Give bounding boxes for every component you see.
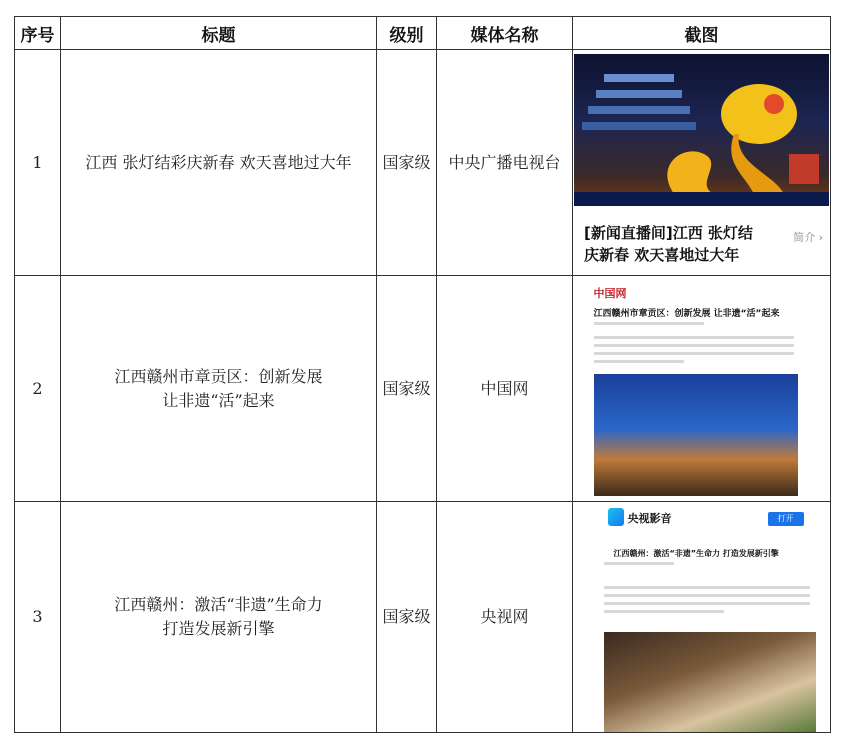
text-line (604, 610, 724, 613)
row-media: 央视网 (437, 502, 573, 733)
row-title (61, 276, 377, 502)
title-line: 让非遗“活”起来 (162, 390, 275, 410)
header-no: 序号 (15, 17, 61, 50)
app-icon (608, 508, 624, 526)
text-line (604, 602, 810, 605)
row-media: 中央广播电视台 (437, 50, 573, 276)
article-headline: 江西赣州：激活“非遗”生命力 打造发展新引擎 (613, 549, 779, 558)
row-title (61, 502, 377, 733)
title-line: 江西赣州市章贡区：创新发展 (114, 366, 323, 386)
header-title: 标题 (61, 17, 377, 50)
screenshot-china-net (582, 278, 822, 500)
open-button: 打开 (768, 512, 804, 526)
title-line: 打造发展新引擎 (162, 619, 275, 638)
screenshot-cctv-video (584, 504, 820, 730)
row-screenshot (573, 502, 831, 733)
row-media: 中国网 (437, 276, 573, 502)
row-number: 2 (15, 276, 61, 502)
table-row (15, 50, 831, 276)
text-line (594, 360, 684, 363)
text-line (594, 344, 794, 347)
lantern-festival-image (574, 54, 829, 206)
text-line (604, 586, 810, 589)
header-media: 媒体名称 (437, 17, 573, 50)
intro-link: 简介 › (793, 230, 823, 244)
news-ticker (574, 192, 829, 206)
row-level: 国家级 (377, 276, 437, 502)
article-headline: 江西赣州市章贡区：创新发展 让非遗“活”起来 (593, 308, 780, 319)
table-row (15, 276, 831, 502)
row-level: 国家级 (377, 502, 437, 733)
china-net-logo: 中国网 (593, 286, 627, 300)
meta-line (594, 322, 704, 325)
text-line (604, 594, 810, 597)
article-photo (604, 632, 816, 732)
screenshot-cctv-news (574, 54, 829, 274)
app-name: 央视影音 (627, 512, 672, 525)
text-line (594, 336, 794, 339)
article-photo (594, 374, 798, 496)
title-line: 江西赣州：激活“非遗”生命力 (114, 595, 323, 614)
header-screenshot: 截图 (573, 17, 831, 50)
row-number: 1 (15, 50, 61, 276)
table-row (15, 502, 831, 733)
row-screenshot (573, 276, 831, 502)
title-line: 江西 张灯结彩庆新春 欢天喜地过大年 (85, 152, 352, 172)
meta-line (604, 562, 674, 565)
row-title (61, 50, 377, 276)
header-level: 级别 (377, 17, 437, 50)
header-row (15, 17, 831, 50)
media-report-table (14, 16, 831, 733)
text-line (594, 352, 794, 355)
row-number: 3 (15, 502, 61, 733)
row-screenshot (573, 50, 831, 276)
screenshot-caption: [新闻直播间]江西 张灯结 庆新春 欢天喜地过大年 (584, 223, 753, 264)
row-level: 国家级 (377, 50, 437, 276)
